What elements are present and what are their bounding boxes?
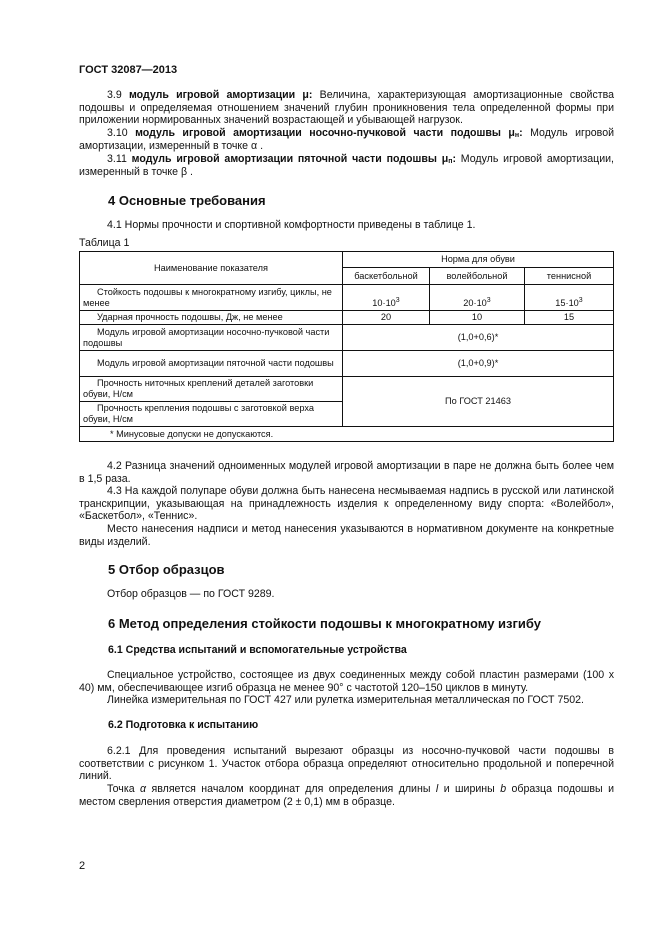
page-number: 2: [79, 860, 86, 872]
row-name: Модуль игровой амортизации пяточной части подошвы: [80, 351, 343, 377]
table-caption: Таблица 1: [79, 237, 130, 249]
table-footnote: * Минусовые допуски не допускаются.: [80, 427, 614, 442]
para-6-2-1: 6.2.1 Для проведения испытаний вырезают образцы из носочно-пучковой части подошвы в соответствии с рисунком 1. Участок отбора образца определяют относительно продольной и поперечной линий.: [79, 745, 614, 783]
para-6-1-ruler: Линейка измерительная по ГОСТ 427 или рулетка измерительная металлическая по ГОСТ 7502.: [107, 694, 584, 706]
row-value: $15\cdot 10^3$: [525, 285, 614, 311]
table-row: [80, 311, 614, 325]
para-6-2-2: Точка α является началом координат для определения длины l и ширины b образца подошвы и местом сверления отверстия диаметром (2 ± 0,1) мм в образце.: [79, 783, 614, 808]
definition-3-10: [79, 127, 614, 152]
section-6-2-title: 6.2 Подготовка к испытанию: [108, 719, 259, 731]
row-value: $20\cdot 10^3$: [430, 285, 525, 311]
def-number: 3.9: [107, 89, 129, 101]
row-name: Прочность крепления подошвы с заготовкой верха обуви, Н/см: [80, 402, 343, 427]
section-6-1-title: 6.1 Средства испытаний и вспомогательные устройства: [108, 644, 407, 656]
row-value: (1,0+0,9)*: [343, 351, 614, 377]
def-number: 3.10: [107, 127, 136, 139]
table-row: [80, 285, 614, 311]
def-colon: :: [519, 127, 523, 139]
para-6-1-device: Специальное устройство, состоящее из двух соединенных между собой пластин размерами (100 x 40) мм, обеспечивающее изгиб образца не менее 90° с частотой 120–150 циклов в минуту.: [79, 669, 614, 694]
para-5: Отбор образцов — по ГОСТ 9289.: [107, 588, 275, 600]
def-text: Модуль игровой амортизации, измеренный в точке β .: [79, 153, 614, 178]
definition-3-11: [79, 153, 614, 178]
para-4-2: 4.2 Разница значений одноименных модулей игровой амортизации в паре не должна быть более чем в 1,5 раза.: [79, 460, 614, 485]
para-4-1: 4.1 Нормы прочности и спортивной комфортности приведены в таблице 1.: [107, 219, 476, 231]
def-number: 3.11: [107, 153, 132, 165]
para-4-3: 4.3 На каждой полупаре обуви должна быть нанесена несмываемая надпись в русской или латинской транскрипции, указывающая на принадлежность изделия к определенному виду спорта: «Волейбол», «Баскетбол», «Теннис».: [79, 485, 614, 523]
def-subscript: п: [448, 158, 453, 165]
row-value: $10\cdot 10^3$: [343, 285, 430, 311]
requirements-table: [79, 251, 614, 442]
para-4-3-note: Место нанесения надписи и метод нанесения указываются в нормативном документе на конкретные виды изделий.: [79, 523, 614, 548]
row-value: 20: [343, 311, 430, 325]
definition-3-9: [79, 89, 614, 127]
row-name: Прочность ниточных креплений деталей заготовки обуви, Н/см: [80, 377, 343, 402]
row-value: (1,0+0,6)*: [343, 325, 614, 351]
def-term: модуль игровой амортизации μ:: [128, 89, 313, 101]
section-6-title: 6 Метод определения стойкости подошвы к многократному изгибу: [108, 616, 541, 631]
header-norm: Норма для обуви: [343, 252, 614, 268]
header-name: Наименование показателя: [80, 252, 343, 285]
def-colon: :: [452, 153, 456, 165]
def-text: Величина, характеризующая амортизационные свойства подошвы и определяемая отношением значений глубин проникновения тела определенной формы при приложении нормированных значений возрастающей и убывающей нагрузок.: [79, 89, 614, 127]
row-name: Стойкость подошвы к многократному изгибу, циклы, не менее: [80, 285, 343, 311]
table-row: [80, 325, 614, 351]
def-subscript: н: [514, 132, 520, 139]
def-term: модуль игровой амортизации носочно-пучковой части подошвы μ: [135, 127, 515, 139]
header-basketball: баскетбольной: [343, 268, 430, 285]
section-4-title: 4 Основные требования: [108, 193, 266, 208]
row-name: Ударная прочность подошвы, Дж, не менее: [80, 311, 343, 325]
def-term: модуль игровой амортизации пяточной части подошвы μ: [131, 153, 449, 165]
header-tennis: теннисной: [525, 268, 614, 285]
row-name: Модуль игровой амортизации носочно-пучковой части подошвы: [80, 325, 343, 351]
table-row: [80, 377, 614, 402]
def-text: Модуль игровой амортизации, измеренный в точке α .: [79, 127, 615, 152]
row-value: 10: [430, 311, 525, 325]
header-volleyball: волейбольной: [430, 268, 525, 285]
row-value: 15: [525, 311, 614, 325]
table-row: [80, 351, 614, 377]
row-value: По ГОСТ 21463: [343, 377, 614, 427]
doc-code: ГОСТ 32087—2013: [79, 64, 178, 76]
section-5-title: 5 Отбор образцов: [108, 562, 225, 577]
